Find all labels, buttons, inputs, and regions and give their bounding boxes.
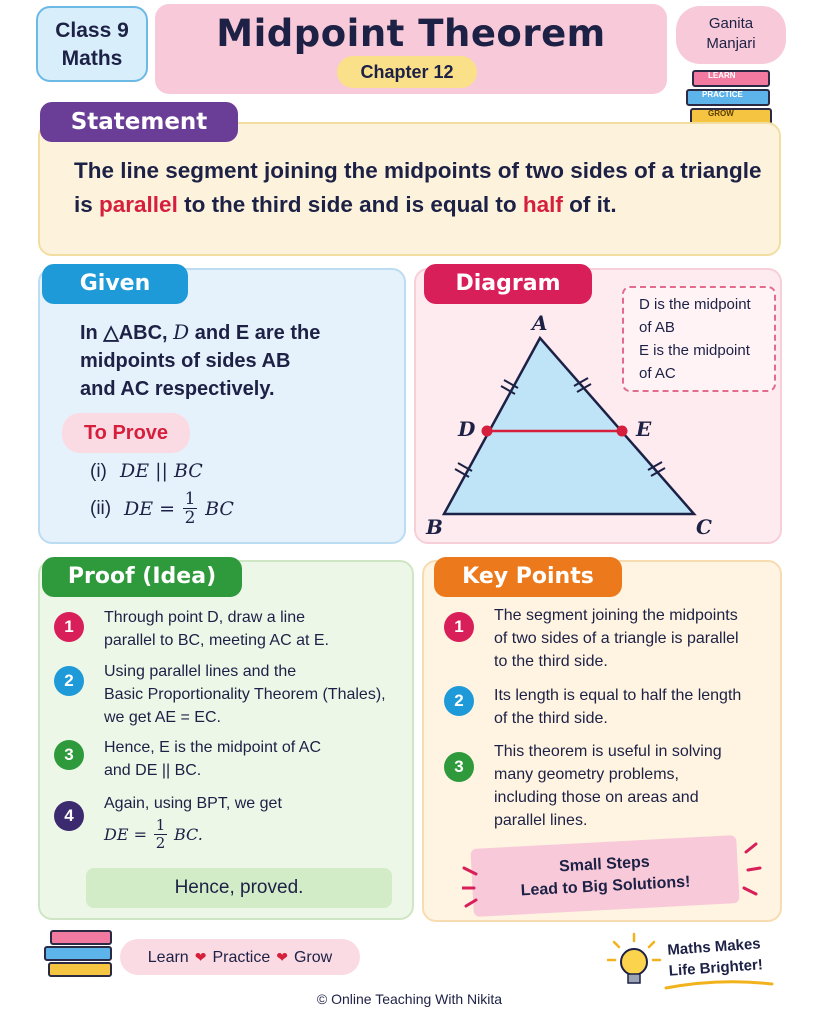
key-point-1 xyxy=(494,604,774,673)
label-b: B xyxy=(426,515,443,539)
sparkle-lines-icon xyxy=(462,842,762,922)
proof-step-3-line1: Hence, E is the midpoint of AC xyxy=(104,739,321,756)
note-line2: of AB xyxy=(639,319,675,336)
proof-step-4-fraction xyxy=(154,817,167,852)
label-e: E xyxy=(636,417,652,441)
note-line4: of AC xyxy=(639,365,676,382)
book-label-learn: LEARN xyxy=(708,71,736,80)
class-label: Class 9 xyxy=(55,19,129,42)
proof-step-4-rhs: BC. xyxy=(174,825,203,844)
book-name-line1: Ganita xyxy=(708,15,754,32)
light-bulb-icon xyxy=(606,932,662,992)
proof-step-3-number: 3 xyxy=(54,740,84,770)
book-label-practice: PRACTICE xyxy=(702,90,743,99)
note-line3: E is the midpoint xyxy=(639,342,750,359)
prove-item-1-text: DE || BC xyxy=(120,460,203,482)
triangle-diagram xyxy=(414,268,782,544)
diagram-heading: Diagram xyxy=(424,264,592,304)
statement-highlight-parallel: parallel xyxy=(99,192,178,217)
proof-step-4 xyxy=(104,792,414,852)
key-point-1-line1: The segment joining the midpoints xyxy=(494,607,738,624)
proof-step-3-line2: and DE || BC. xyxy=(104,762,202,779)
tagline-line2: Life Brighter! xyxy=(668,956,764,980)
key-point-2-number: 2 xyxy=(444,686,474,716)
statement-highlight-half: half xyxy=(522,192,563,217)
key-points-heading: Key Points xyxy=(434,557,622,597)
label-c: C xyxy=(696,515,712,539)
proof-step-2-line3: we get AE = EC. xyxy=(104,709,221,726)
learn-practice-grow-pill xyxy=(120,939,360,975)
point-e xyxy=(617,426,628,437)
label-a: A xyxy=(532,311,548,335)
proof-step-3 xyxy=(104,736,414,782)
credit-footer: © Online Teaching With Nikita xyxy=(316,991,503,1007)
key-point-3-line3: including those on areas and xyxy=(494,789,699,806)
prove-item-1 xyxy=(90,460,203,483)
prove-item-2-num: (ii) xyxy=(90,497,112,519)
proof-step-4-lhs: DE = xyxy=(104,825,147,844)
heart-icon: ❤ xyxy=(276,949,288,965)
proof-step-2-line1: Using parallel lines and the xyxy=(104,663,297,680)
key-point-2-line1: Its length is equal to half the length xyxy=(494,687,742,704)
key-point-2-line2: of the third side. xyxy=(494,710,608,727)
prove-item-2-fraction xyxy=(183,490,197,527)
note-line1: D is the midpoint xyxy=(639,296,751,313)
prove-item-2-rhs: BC xyxy=(205,497,234,520)
proof-heading: Proof (Idea) xyxy=(42,557,242,597)
key-point-3-line2: many geometry problems, xyxy=(494,766,679,783)
proof-step-4-formula xyxy=(104,817,414,852)
proof-step-4-line1: Again, using BPT, we get xyxy=(104,795,282,812)
given-line2: midpoints of sides AB xyxy=(80,350,291,372)
learn-label: Learn xyxy=(147,949,189,966)
tagline-underline xyxy=(664,978,774,992)
given-line1-suffix: and E are the xyxy=(189,322,321,344)
prove-item-2-lhs: DE = xyxy=(124,497,176,520)
fraction-denominator: 2 xyxy=(184,508,196,528)
fraction-numerator: 1 xyxy=(155,816,166,834)
class-badge xyxy=(36,6,148,82)
subject-label: Maths xyxy=(61,47,123,70)
key-point-3-line4: parallel lines. xyxy=(494,812,588,829)
grow-label: Grow xyxy=(293,949,333,966)
label-d: D xyxy=(458,417,476,441)
prove-item-1-num: (i) xyxy=(90,461,107,482)
practice-label: Practice xyxy=(212,949,271,966)
to-prove-label: To Prove xyxy=(62,413,190,453)
book-label-grow: GROW xyxy=(708,109,734,118)
proof-step-2-line2: Basic Proportionality Theorem (Thales), xyxy=(104,686,386,703)
proof-step-1-line1: Through point D, draw a line xyxy=(104,609,305,626)
proof-step-1 xyxy=(104,606,414,652)
given-point-d: D xyxy=(173,320,190,344)
proof-step-2 xyxy=(104,660,414,729)
given-text xyxy=(80,318,380,403)
key-point-3 xyxy=(494,740,774,832)
key-point-3-number: 3 xyxy=(444,752,474,782)
book-name-badge xyxy=(676,6,786,64)
proof-step-1-number: 1 xyxy=(54,612,84,642)
proof-conclusion: Hence, proved. xyxy=(86,868,392,908)
chapter-badge: Chapter 12 xyxy=(337,56,477,88)
slogan-line2: Lead to Big Solutions! xyxy=(520,873,691,900)
statement-part3: of it. xyxy=(562,192,617,217)
given-line3: and AC respectively. xyxy=(80,378,275,400)
statement-part2: to the third side and is equal to xyxy=(177,192,523,217)
title-banner xyxy=(155,4,667,94)
key-point-1-line2: of two sides of a triangle is parallel xyxy=(494,630,739,647)
tagline-line1: Maths Makes xyxy=(666,935,762,959)
proof-step-2-number: 2 xyxy=(54,666,84,696)
slogan-line1: Small Steps xyxy=(558,853,651,876)
proof-step-1-line2: parallel to BC, meeting AC at E. xyxy=(104,632,329,649)
heart-icon: ❤ xyxy=(194,949,207,965)
prove-item-2 xyxy=(90,490,234,527)
statement-part1: The line segment joining the midpoints of two sides of a triangle is xyxy=(74,158,762,217)
given-prefix: In △ABC, xyxy=(80,322,174,344)
key-point-3-line1: This theorem is useful in solving xyxy=(494,743,722,760)
tagline xyxy=(667,932,780,982)
key-point-2 xyxy=(494,684,774,730)
given-heading: Given xyxy=(42,264,188,304)
proof-step-4-number: 4 xyxy=(54,801,84,831)
book-name-line2: Manjari xyxy=(706,35,756,52)
point-d xyxy=(482,426,493,437)
fraction-denominator: 2 xyxy=(155,834,166,852)
fraction-numerator: 1 xyxy=(184,489,196,509)
statement-text xyxy=(74,154,764,222)
page-title: Midpoint Theorem xyxy=(216,12,606,55)
statement-heading: Statement xyxy=(40,102,238,142)
key-point-1-line3: to the third side. xyxy=(494,653,608,670)
triangle-abc xyxy=(444,338,694,514)
key-point-1-number: 1 xyxy=(444,612,474,642)
